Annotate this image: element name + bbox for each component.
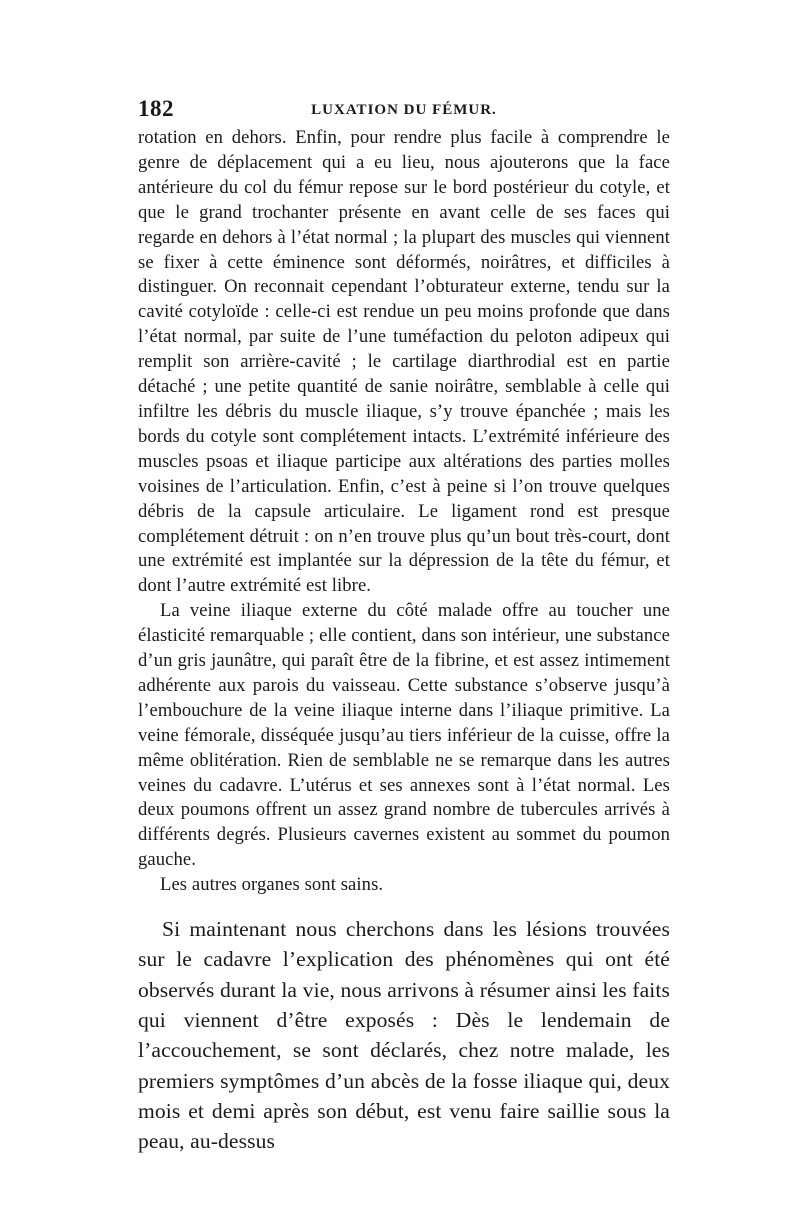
paragraph-iliac-vein: La veine iliaque externe du côté malade offre au toucher une élasticité remarquable ; elle contient, dans son intérieur, une substance d’un gris jaunâtre, qui paraît être de la fibrine, et est assez intimement adhérente aux parois du vaisseau. Cette substance s’observe jusqu’à l’embouchure de la veine iliaque interne dans l’iliaque primitive. La veine fémorale, disséquée jusqu’au tiers inférieur de la cuisse, offre la même oblitération. Rien de semblable ne se remarque dans les autres veines du cadavre. L’utérus et ses annexes sont à l’état normal. Les deux poumons offrent un assez grand nombre de tubercules arrivés à différents degrés. Plusieurs cavernes existent au sommet du poumon gauche. — [138, 600, 670, 871]
running-head: LUXATION DU FÉMUR. — [311, 102, 497, 118]
paragraph-autopsy-findings: rotation en dehors. Enfin, pour rendre plus facile à comprendre le genre de déplacement qui a eu lieu, nous ajouterons que la face antérieure du col du fémur repose sur le bord postérieur du cotyle, et que le grand trochanter présente en avant celle de ses faces qui regarde en dehors à l’état normal ; la plupart des muscles qui viennent se fixer à cette éminence sont déformés, noirâtres, et difficiles à distinguer. On reconnait cependant l’obturateur externe, tendu sur la cavité cotyloïde : celle-ci est rendue un peu moins profonde que dans l’état normal, par suite de l’une tuméfaction du peloton adipeux qui remplit son arrière-cavité ; le cartilage diarthrodial est en partie détaché ; une petite quantité de sanie noirâtre, semblable à celle qui infiltre les débris du muscle iliaque, s’y trouve épanchée ; mais les bords du cotyle sont complétement intacts. L’extrémité inférieure des muscles psoas et iliaque participe aux altérations des parties molles voisines de l’articulation. Enfin, c’est à peine si l’on trouve quelques débris de la capsule articulaire. Le ligament rond est presque complétement détruit : on n’en trouve plus qu’un bout très-court, dont une extrémité est implantée sur la dépression de la tête du fémur, et dont l’autre extrémité est libre. — [138, 127, 670, 597]
paragraph-other-organs: Les autres organes sont sains. — [160, 874, 384, 896]
page — [138, 96, 670, 1156]
paragraph-commentary: Si maintenant nous cherchons dans les lésions trouvées sur le cadavre l’explication des phénomènes qui ont été observés durant la vie, nous arrivons à résumer ainsi les faits qui viennent d’être exposés : Dès le lendemain de l’accouchement, se sont déclarés, chez notre malade, les premiers symptômes d’un abcès de la fosse iliaque qui, deux mois et demi après son début, est venu faire saillie sous la peau, au-dessus — [138, 917, 670, 1154]
commentary-text — [138, 914, 670, 1156]
page-header — [138, 96, 670, 126]
observation-text — [138, 126, 670, 898]
page-number: 182 — [138, 96, 174, 121]
